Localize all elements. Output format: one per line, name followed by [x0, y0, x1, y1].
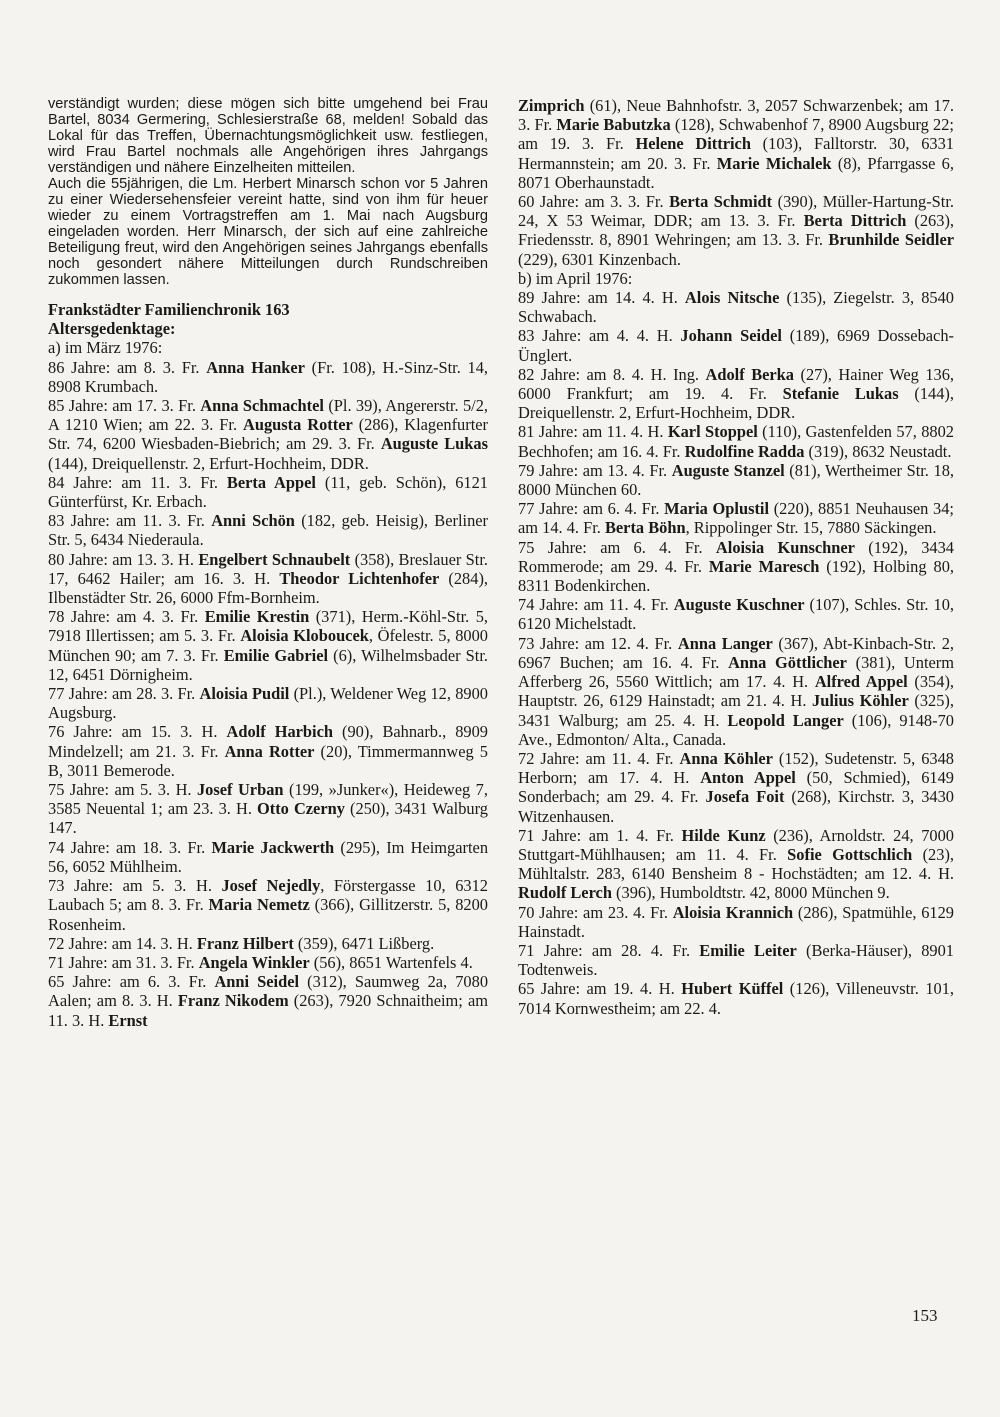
intro-text [48, 96, 488, 288]
left-entry: 78 Jahre: am 4. 3. Fr. Emilie Krestin (371), Herm.-Köhl-Str. 5, 7918 Illertissen; am 5. 3. Fr. Aloisia Kloboucek, Öfelestr. 5, 8000 München 90; am 7. 3. Fr. Emilie Gabriel (6), Wilhelmsbader Str. 12, 6451 Dörnigheim. [48, 607, 488, 684]
right-entry: 73 Jahre: am 12. 4. Fr. Anna Langer (367), Abt-Kinbach-Str. 2, 6967 Buchen; am 16. 4. Fr. Anna Göttlicher (381), Unterm Afferberg 26, 5560 Wittlich; am 17. 4. H. Alfred Appel (354), Hauptstr. 26, 6129 Hainstadt; am 21. 4. H. Julius Köhler (325), 3431 Walburg; am 25. 4. H. Leopold Langer (106), 9148-70 Ave., Edmonton/ Alta., Canada. [518, 633, 955, 749]
left-entry: 77 Jahre: am 28. 3. Fr. Aloisia Pudil (Pl.), Weldener Weg 12, 8900 Augsburg. [48, 684, 488, 723]
left-entry: 83 Jahre: am 11. 3. Fr. Anni Schön (182, geb. Heisig), Berliner Str. 5, 6434 Niederaula. [48, 511, 489, 550]
intro-paragraph-2: Auch die 55jährigen, die Lm. Herbert Minarsch schon vor 5 Jahren zu einer Wiedersehensfeier vereint hatte, sind von ihm für heuer wieder zu einem Vortragstreffen am 1. Mai nach Augsburg eingeladen worden. Herr Minarsch, der sich auf eine zahlreiche Beteiligung freut, wird den Angehörigen seines Jahrgangs ebenfalls noch gesondert nähere Mitteilungen durch Rundschreiben zukommen lassen. [48, 176, 488, 288]
right-entry: Zimprich (61), Neue Bahnhofstr. 3, 2057 Schwarzenbek; am 17. 3. Fr. Marie Babutzka (128), Schwabenhof 7, 8900 Augsburg 22; am 19. 3. Fr. Helene Dittrich (103), Falltorstr. 30, 6331 Hermannstein; am 20. 3. Fr. Marie Michalek (8), Pfarrgasse 6, 8071 Oberhaunstadt. [518, 96, 954, 192]
intro-paragraph-1: verständigt wurden; diese mögen sich bitte umgehend bei Frau Bartel, 8034 Germering, Schlesierstraße 68, melden! Sobald das Lokal für das Treffen, Übernachtungsmöglichkeit usw. festliegen, wird Frau Bartel nochmals alle Angehörigen ihres Jahrgangs verständigen und nähere Einzelheiten mitteilen. [48, 96, 488, 176]
right-entry: 70 Jahre: am 23. 4. Fr. Aloisia Krannich (286), Spatmühle, 6129 Hainstadt. [518, 902, 955, 941]
left-entry: 75 Jahre: am 5. 3. H. Josef Urban (199, »Junker«), Heideweg 7, 3585 Neuental 1; am 23. 3. H. Otto Czerny (250), 3431 Walburg 147. [48, 780, 488, 838]
right-entry: 71 Jahre: am 28. 4. Fr. Emilie Leiter (Berka-Häuser), 8901 Todtenweis. [518, 940, 955, 980]
right-entry: 89 Jahre: am 14. 4. H. Alois Nitsche (135), Ziegelstr. 3, 8540 Schwabach. [518, 288, 955, 327]
left-column [48, 96, 488, 1030]
left-entry: 73 Jahre: am 5. 3. H. Josef Nejedly, Förstergasse 10, 6312 Laubach 5; am 8. 3. Fr. Maria Nemetz (366), Gillitzerstr. 5, 8200 Rosenheim. [48, 876, 488, 934]
right-entry: 65 Jahre: am 19. 4. H. Hubert Küffel (126), Villeneuvstr. 101, 7014 Kornwestheim; am 22. 4. [518, 979, 955, 1018]
left-entry: 72 Jahre: am 14. 3. H. Franz Hilbert (359), 6471 Lißberg. [48, 933, 435, 953]
right-entry: 83 Jahre: am 4. 4. H. Johann Seidel (189), 6969 Dossebach-Ünglert. [518, 326, 954, 365]
right-entry: 60 Jahre: am 3. 3. Fr. Berta Schmidt (390), Müller-Hartung-Str. 24, X 53 Weimar, DDR; am 13. 3. Fr. Berta Dittrich (263), Friedensstr. 8, 8901 Wehringen; am 13. 3. Fr. Brunhilde Seidler (229), 6301 Kinzenbach. [518, 192, 955, 269]
left-entry: 80 Jahre: am 13. 3. H. Engelbert Schnaubelt (358), Breslauer Str. 17, 6462 Hailer; am 16. 3. H. Theodor Lichtenhofer (284), Ilbenstädter Str. 26, 6000 Ffm-Bornheim. [48, 549, 488, 608]
right-entry: 74 Jahre: am 11. 4. Fr. Auguste Kuschner (107), Schles. Str. 10, 6120 Michelstadt. [518, 595, 955, 634]
right-entry: 79 Jahre: am 13. 4. Fr. Auguste Stanzel (81), Wertheimer Str. 18, 8000 München 60. [518, 460, 954, 500]
right-entry: 81 Jahre: am 11. 4. H. Karl Stoppel (110), Gastenfelden 57, 8802 Bechhofen; am 16. 4. Fr. Rudolfine Radda (319), 8632 Neustadt. [518, 422, 954, 461]
left-entries [48, 338, 488, 1029]
right-entries [518, 96, 954, 1018]
right-entry: 82 Jahre: am 8. 4. H. Ing. Adolf Berka (27), Hainer Weg 136, 6000 Frankfurt; am 19. 4. Fr. Stefanie Lukas (144), Dreiquellenstr. 2, Erfurt-Hochheim, DDR. [518, 364, 955, 423]
left-entry: 86 Jahre: am 8. 3. Fr. Anna Hanker (Fr. 108), H.-Sinz-Str. 14, 8908 Krumbach. [48, 357, 488, 396]
section-title: Frankstädter Familienchronik 163 [48, 300, 290, 319]
right-entry: 77 Jahre: am 6. 4. Fr. Maria Oplustil (220), 8851 Neuhausen 34; am 14. 4. Fr. Berta Böhn, Rippolinger Str. 15, 7880 Säckingen. [518, 499, 954, 538]
left-entry: 74 Jahre: am 18. 3. Fr. Marie Jackwerth (295), Im Heimgarten 56, 6052 Mühlheim. [48, 837, 489, 876]
right-entry: 72 Jahre: am 11. 4. Fr. Anna Köhler (152), Sudetenstr. 5, 6348 Herborn; am 17. 4. H. Anton Appel (50, Schmied), 6149 Sonderbach; am 29. 4. Fr. Josefa Foit (268), Kirchstr. 3, 3430 Witzenhausen. [518, 748, 954, 826]
left-entry: 84 Jahre: am 11. 3. Fr. Berta Appel (11, geb. Schön), 6121 Günterfürst, Kr. Erbach. [48, 472, 489, 512]
right-entry: b) im April 1976: [518, 268, 633, 288]
subsection-title: Altersgedenktage: [48, 319, 176, 339]
right-entry: 75 Jahre: am 6. 4. Fr. Aloisia Kunschner (192), 3434 Rommerode; am 29. 4. Fr. Marie Maresch (192), Holbing 80, 8311 Bodenkirchen. [518, 537, 955, 596]
left-entry: 65 Jahre: am 6. 3. Fr. Anni Seidel (312), Saumweg 2a, 7080 Aalen; am 8. 3. H. Franz Nikodem (263), 7920 Schnaitheim; am 11. 3. H. Ernst [48, 972, 489, 1030]
left-entry: 76 Jahre: am 15. 3. H. Adolf Harbich (90), Bahnarb., 8909 Mindelzell; am 21. 3. Fr. Anna Rotter (20), Timmermannweg 5 B, 3011 Bemerode. [48, 722, 489, 780]
right-entry: 71 Jahre: am 1. 4. Fr. Hilde Kunz (236), Arnoldstr. 24, 7000 Stuttgart-Mühlhausen; am 11. 4. Fr. Sofie Gottschlich (23), Mühltalstr. 283, 6140 Bensheim 8 - Hochstädten; am 12. 4. H. Rudolf Lerch (396), Humboldtstr. 42, 8000 München 9. [518, 825, 954, 903]
left-entry: a) im März 1976: [48, 338, 163, 358]
right-column [518, 96, 954, 1018]
left-entry: 85 Jahre: am 17. 3. Fr. Anna Schmachtel (Pl. 39), Angererstr. 5/2, A 1210 Wien; am 22. 3. Fr. Augusta Rotter (286), Klagenfurter Str. 74, 6200 Wiesbaden-Biebrich; am 29. 3. Fr. Auguste Lukas (144), Dreiquellenstr. 2, Erfurt-Hochheim, DDR. [48, 396, 488, 473]
left-entry: 71 Jahre: am 31. 3. Fr. Angela Winkler (56), 8651 Wartenfels 4. [48, 952, 473, 972]
page-number: 153 [912, 1306, 938, 1325]
